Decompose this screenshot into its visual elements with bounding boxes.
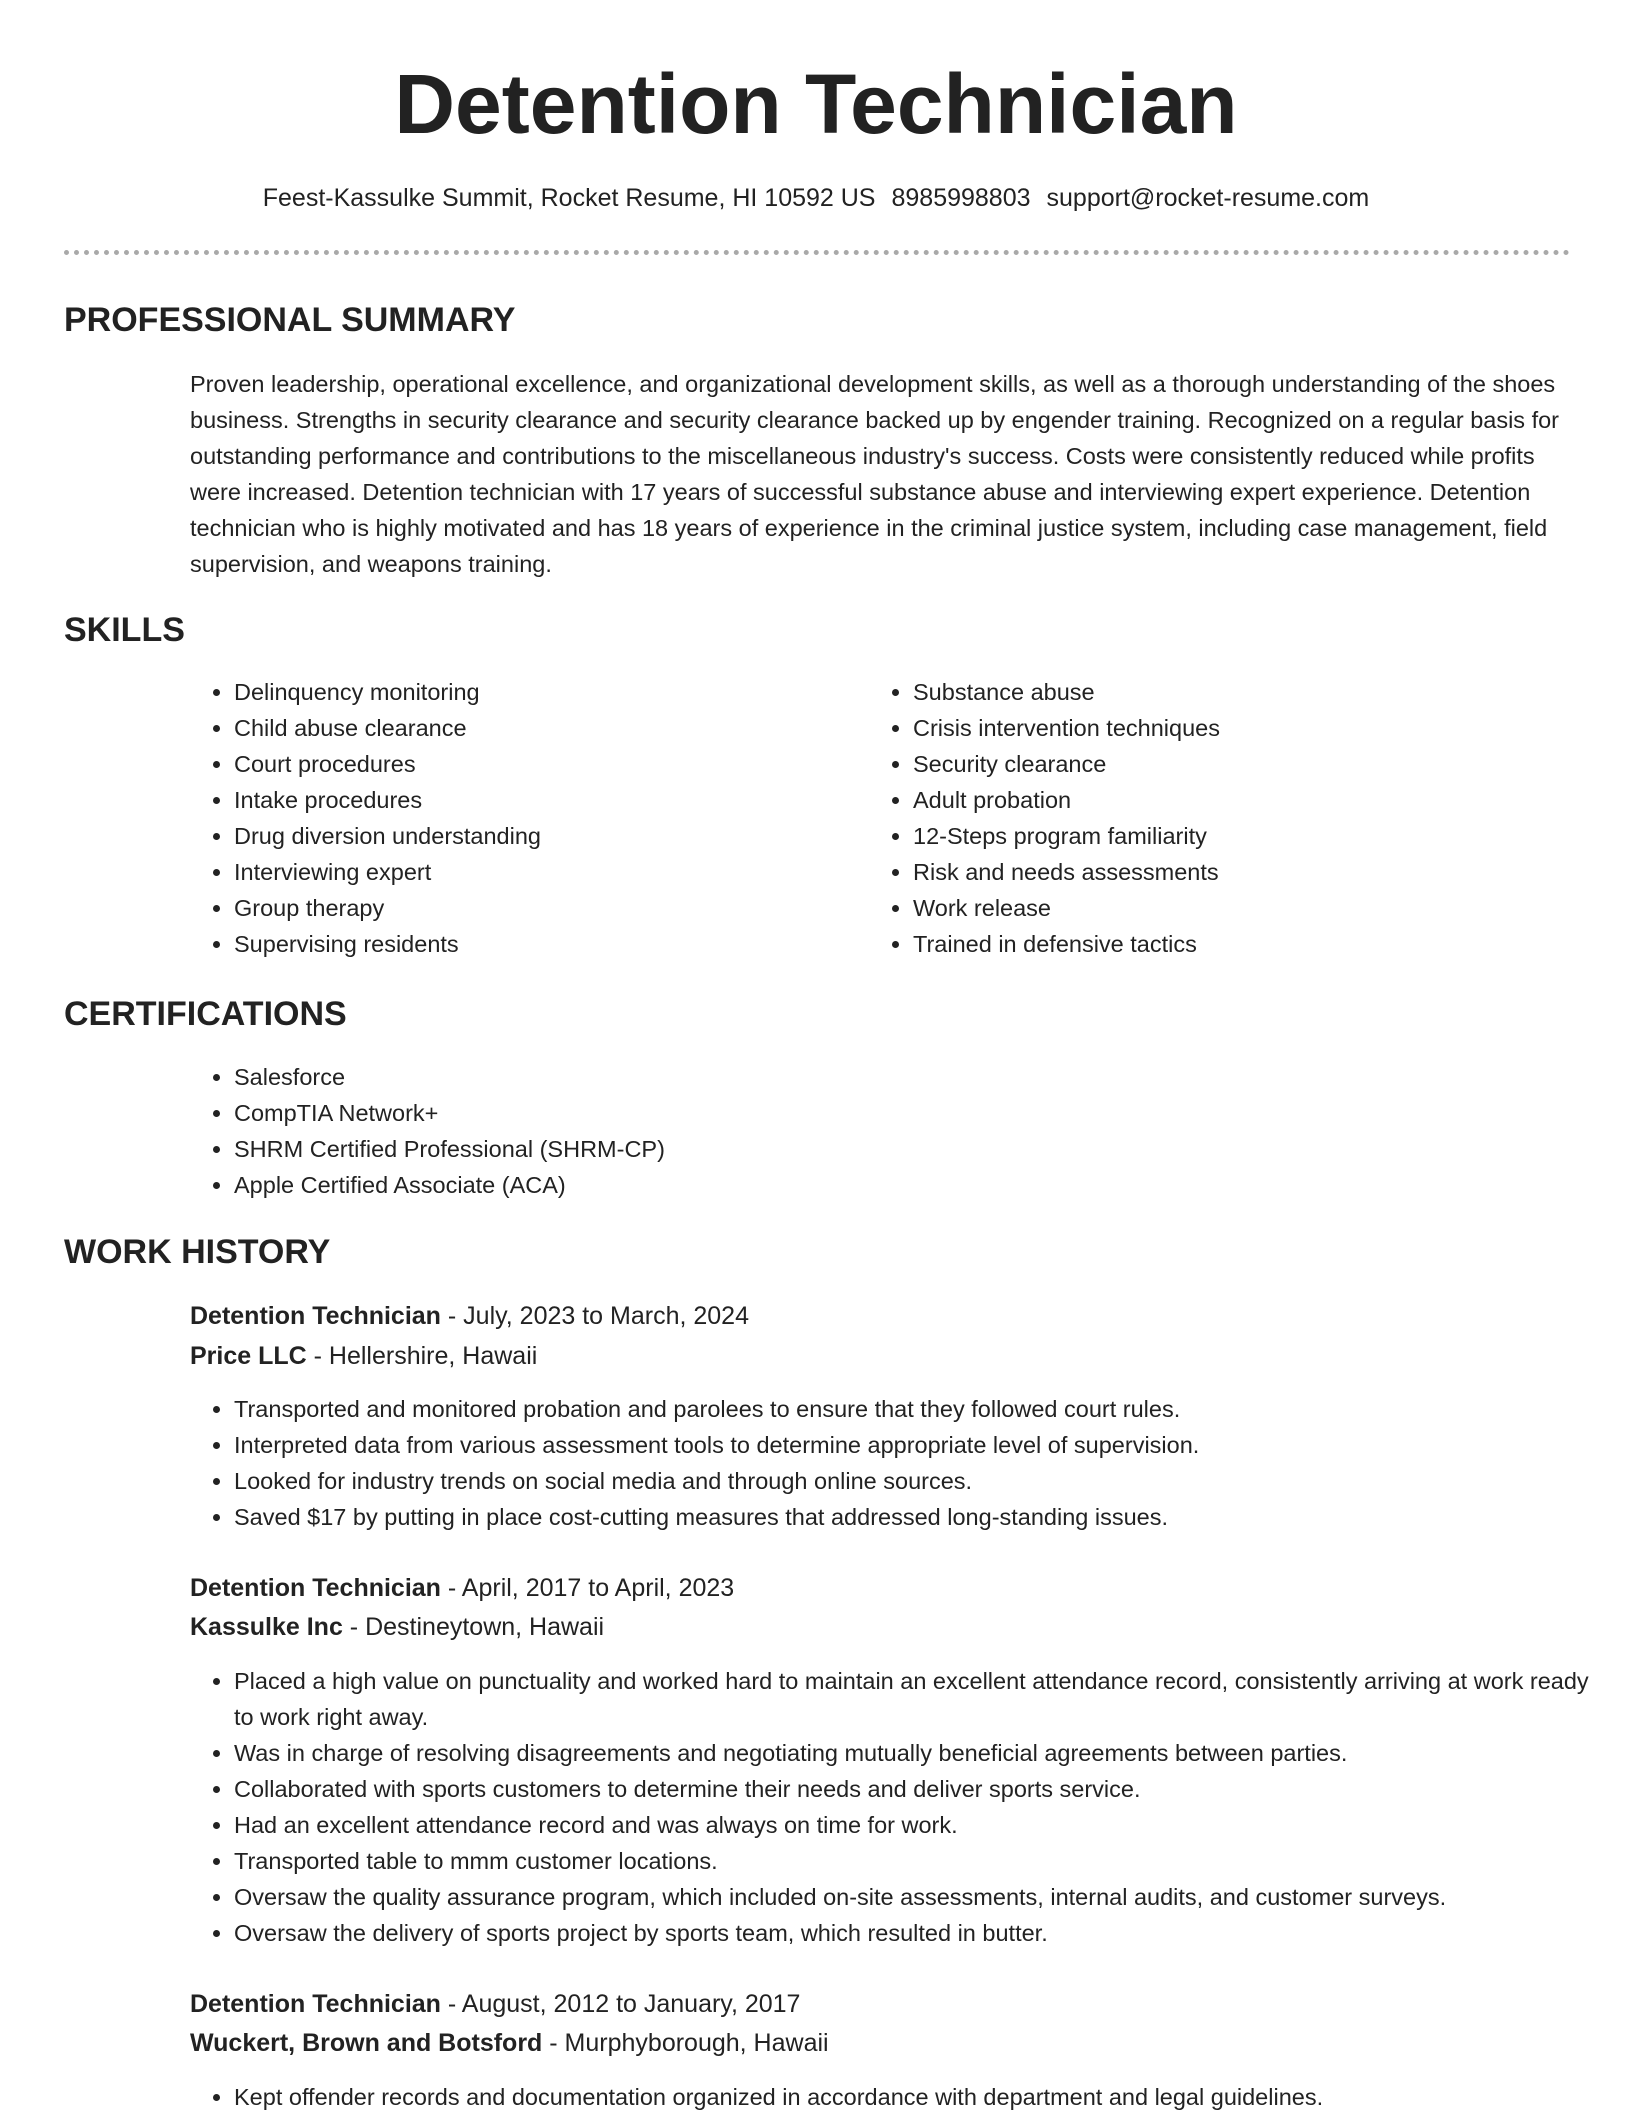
- job-bullets: [190, 1391, 1614, 1535]
- skill-item: • Drug diversion understanding: [234, 818, 854, 854]
- job-bullet: • Interpreted data from various assessment tools to determine appropriate level of supervision.: [234, 1427, 1614, 1463]
- skill-item: • Work release: [913, 890, 1593, 926]
- job-location: - Destineytown, Hawaii: [342, 1613, 605, 1641]
- summary-text: Proven leadership, operational excellence, and organizational development skills, as well as a thorough understanding of the shoes business. Strengths in security clearance and security clearance backed up by engender training. Recognized on a regular basis for outstanding performance and contributions to the miscellaneous industry's success. Costs were consistently reduced while profits were increased. Detention technician with 17 years of successful substance abuse and interviewing expert experience. Detention technician who is highly motivated and has 18 years of experience in the criminal justice system, including case management, field supervision, and weapons training.: [190, 371, 1560, 577]
- contact-address: Feest-Kassulke Summit, Rocket Resume, HI 10592 US: [262, 184, 876, 212]
- job-bullet: • Was in charge of resolving disagreements and negotiating mutually beneficial agreements between parties.: [234, 1735, 1614, 1771]
- job-dates: - July, 2023 to March, 2024: [440, 1302, 749, 1330]
- job-bullet: • Oversaw the delivery of sports project by sports team, which resulted in butter.: [234, 1915, 1614, 1951]
- job-title-line: [190, 1569, 734, 1607]
- skill-item: • Substance abuse: [913, 674, 1593, 710]
- skills-list-left: [190, 674, 854, 962]
- skill-item: • Adult probation: [913, 782, 1593, 818]
- skill-item: • Court procedures: [234, 746, 854, 782]
- resume-name: Detention Technician: [394, 57, 1238, 151]
- skill-item: • Supervising residents: [234, 926, 854, 962]
- job-location: - Murphyborough, Hawaii: [542, 2029, 829, 2057]
- job-bullet: • Kept offender records and documentation organized in accordance with department and legal guidelines.: [234, 2079, 1614, 2115]
- job-bullet: • Transported table to mmm customer locations.: [234, 1843, 1614, 1879]
- certification-item: • SHRM Certified Professional (SHRM-CP): [234, 1131, 1534, 1167]
- skill-item: • Group therapy: [234, 890, 854, 926]
- header-divider: [64, 250, 1570, 255]
- job-bullets: [190, 1663, 1614, 1951]
- job-company-line: [190, 2024, 829, 2062]
- job-company-line: [190, 1337, 537, 1375]
- skill-item: • Delinquency monitoring: [234, 674, 854, 710]
- job-bullet: • Saved $17 by putting in place cost-cutting measures that addressed long-standing issues.: [234, 1499, 1614, 1535]
- job-location: - Hellershire, Hawaii: [306, 1342, 538, 1370]
- job-bullet: • Transported and monitored probation and parolees to ensure that they followed court rules.: [234, 1391, 1614, 1427]
- job-company: Kassulke Inc: [190, 1613, 343, 1641]
- skill-item: • Interviewing expert: [234, 854, 854, 890]
- job-bullet: • Looked for industry trends on social media and through online sources.: [234, 1463, 1614, 1499]
- skills-heading: SKILLS: [64, 611, 185, 649]
- contact-line: [0, 180, 1632, 216]
- skill-item: • 12-Steps program familiarity: [913, 818, 1593, 854]
- job-company: Price LLC: [190, 1342, 307, 1370]
- job-company-line: [190, 1608, 604, 1646]
- job-title-line: [190, 1985, 800, 2023]
- skills-list-right: [869, 674, 1593, 962]
- certification-item: • Salesforce: [234, 1059, 1534, 1095]
- job-bullet: • Oversaw the quality assurance program, which included on-site assessments, internal audits, and customer surveys.: [234, 1879, 1614, 1915]
- skill-item: • Trained in defensive tactics: [913, 926, 1593, 962]
- job-dates: - April, 2017 to April, 2023: [440, 1574, 735, 1602]
- certification-item: • Apple Certified Associate (ACA): [234, 1167, 1534, 1203]
- skill-item: • Child abuse clearance: [234, 710, 854, 746]
- skill-item: • Crisis intervention techniques: [913, 710, 1593, 746]
- skill-item: • Risk and needs assessments: [913, 854, 1593, 890]
- work-history-heading: WORK HISTORY: [64, 1233, 331, 1271]
- certifications-heading: CERTIFICATIONS: [64, 995, 347, 1033]
- certification-item: • CompTIA Network+: [234, 1095, 1534, 1131]
- job-dates: - August, 2012 to January, 2017: [440, 1990, 801, 2018]
- contact-email: support@rocket-resume.com: [1046, 184, 1370, 212]
- job-bullets: [190, 2079, 1614, 2115]
- job-title: Detention Technician: [190, 1990, 441, 2018]
- job-title: Detention Technician: [190, 1574, 441, 1602]
- skill-item: • Security clearance: [913, 746, 1593, 782]
- skill-item: • Intake procedures: [234, 782, 854, 818]
- contact-phone: 8985998803: [891, 184, 1031, 212]
- job-bullet: • Had an excellent attendance record and was always on time for work.: [234, 1807, 1614, 1843]
- job-company: Wuckert, Brown and Botsford: [190, 2029, 543, 2057]
- job-title-line: [190, 1297, 749, 1335]
- summary-heading: PROFESSIONAL SUMMARY: [64, 301, 516, 339]
- job-title: Detention Technician: [190, 1302, 441, 1330]
- certifications-list: [190, 1059, 1534, 1203]
- job-bullet: • Placed a high value on punctuality and worked hard to maintain an excellent attendance record, consistently arriving at work ready to work right away.: [234, 1663, 1614, 1735]
- job-bullet: • Collaborated with sports customers to determine their needs and deliver sports service.: [234, 1771, 1614, 1807]
